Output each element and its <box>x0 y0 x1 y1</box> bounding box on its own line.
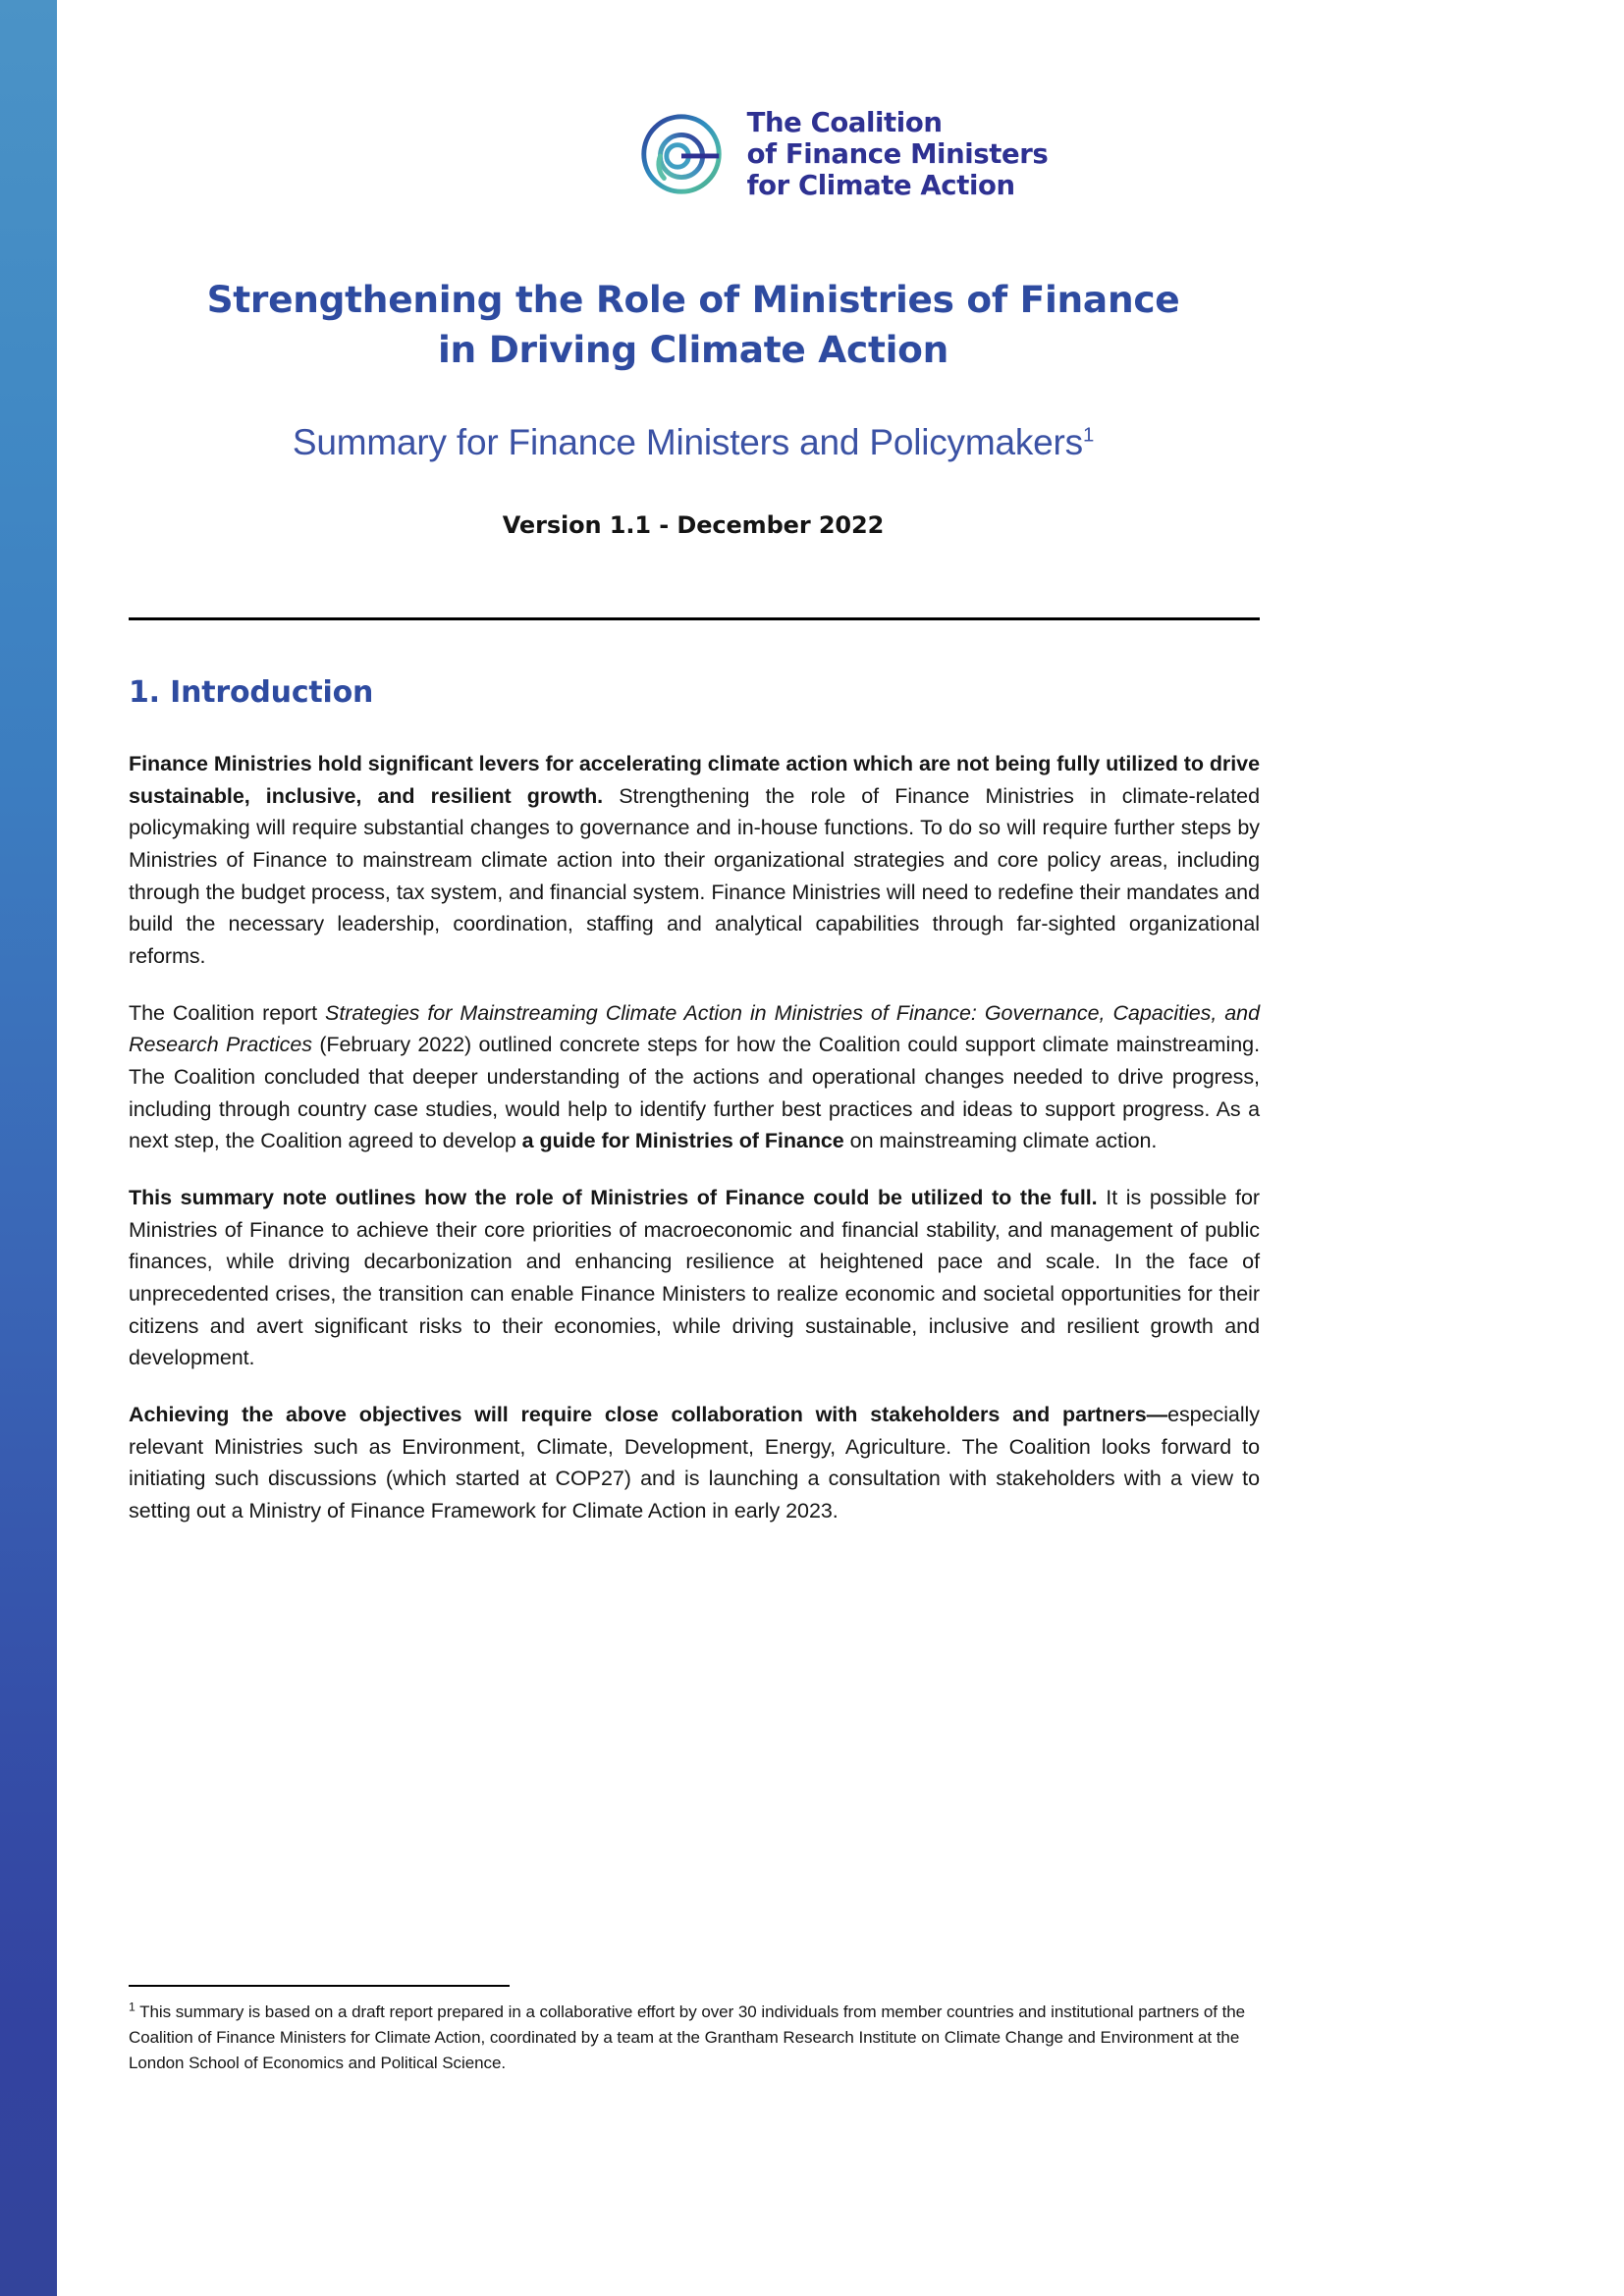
text-run-bold: This summary note outlines how the role of Ministries of Finance could be utilized to the full. <box>129 1186 1098 1210</box>
page-title <box>134 275 1253 374</box>
document-header <box>134 275 1253 539</box>
text-run-normal: (February 2022) outlined concrete steps for how the Coalition could support climate mainstreaming. The Coalition concluded that deeper understanding of the actions and operational changes needed to drive progress, including through country case studies, would help to identify further best practices and ideas to support progress. As a next step, the Coalition agreed to develop <box>129 1033 1260 1153</box>
footnote-separator-rule <box>129 1985 510 1987</box>
coalition-logo-wordmark <box>747 107 1049 202</box>
document-version: Version 1.1 - December 2022 <box>502 511 885 540</box>
text-run-italic: Strategies for Mainstreaming Climate Action in Ministries of Finance: Governance, Capacities, and Research Practices <box>129 1000 1260 1057</box>
page-subtitle <box>134 419 1253 466</box>
page-title-line-2: in Driving Climate Action <box>438 327 948 371</box>
coalition-spiral-logo-icon <box>633 106 730 202</box>
text-run-bold: Finance Ministries hold significant levers for accelerating climate action which are not being fully utilized to drive sustainable, inclusive, and resilient growth. <box>129 752 1260 808</box>
logo-wordmark-line-1: The Coalition <box>746 106 943 138</box>
header-divider <box>129 617 1260 620</box>
section-heading-introduction: 1. Introduction <box>129 675 374 710</box>
paragraph-2 <box>129 997 1260 1157</box>
text-run-bold: a guide for Ministries of Finance <box>521 1129 844 1153</box>
page-title-line-1: Strengthening the Role of Ministries of Finance <box>206 278 1180 321</box>
body-content <box>129 748 1260 1527</box>
text-run-normal: on mainstreaming climate action. <box>843 1129 1158 1153</box>
document-page <box>57 0 1624 2296</box>
footnote-marker: 1 <box>129 2000 135 2014</box>
text-run-normal: It is possible for Ministries of Finance to achieve their core priorities of macroeconomic and financial stability, and management of public finances, while driving decarbonization and enhancing resilience at heightened pace and scale. In the face of unprecedented crises, the transition can enable Finance Ministers to realize economic and societal opportunities for their citizens and avert significant risks to their economies, while driving sustainable, inclusive and resilient growth and development. <box>129 1186 1260 1370</box>
paragraph-1 <box>129 748 1260 973</box>
text-run-normal: especially relevant Ministries such as Environment, Climate, Development, Energy, Agriculture. The Coalition looks forward to initiating such discussions (which started at COP27) and is launching a consultation with stakeholders with a view to setting out a Ministry of Finance Framework for Climate Action in early 2023. <box>129 1403 1260 1523</box>
logo-wordmark-line-3: for Climate Action <box>746 170 1015 202</box>
paragraph-4 <box>129 1399 1260 1527</box>
footnote-section <box>129 1985 1260 2075</box>
footnote-text <box>129 2000 1260 2075</box>
text-run-normal: The Coalition report <box>129 1000 326 1025</box>
paragraph-3 <box>129 1182 1260 1374</box>
footnote-body: This summary is based on a draft report prepared in a collaborative effort by over 30 individuals from member countries and institutional partners of the Coalition of Finance Ministers for Climate Action, coordinated by a team at the Grantham Research Institute on Climate Change and Environment at the London School of Economics and Political Science. <box>129 2002 1246 2072</box>
logo-wordmark-line-2: of Finance Ministers <box>746 137 1049 170</box>
subtitle-footnote-marker: 1 <box>1082 424 1095 447</box>
page-subtitle-text: Summary for Finance Ministers and Policymakers <box>292 422 1083 463</box>
coalition-logo <box>57 106 1624 202</box>
text-run-bold: Achieving the above objectives will require close collaboration with stakeholders and partners— <box>129 1403 1168 1427</box>
text-run-normal: Strengthening the role of Finance Ministries in climate-related policymaking will require substantial changes to governance and in-house functions. To do so will require further steps by Ministries of Finance to mainstream climate action into their organizational strategies and core policy areas, including through the budget process, tax system, and financial system. Finance Ministries will need to redefine their mandates and build the necessary leadership, coordination, staffing and analytical capabilities through far-sighted organizational reforms. <box>129 783 1260 969</box>
decorative-side-gradient-bar <box>0 0 57 2296</box>
